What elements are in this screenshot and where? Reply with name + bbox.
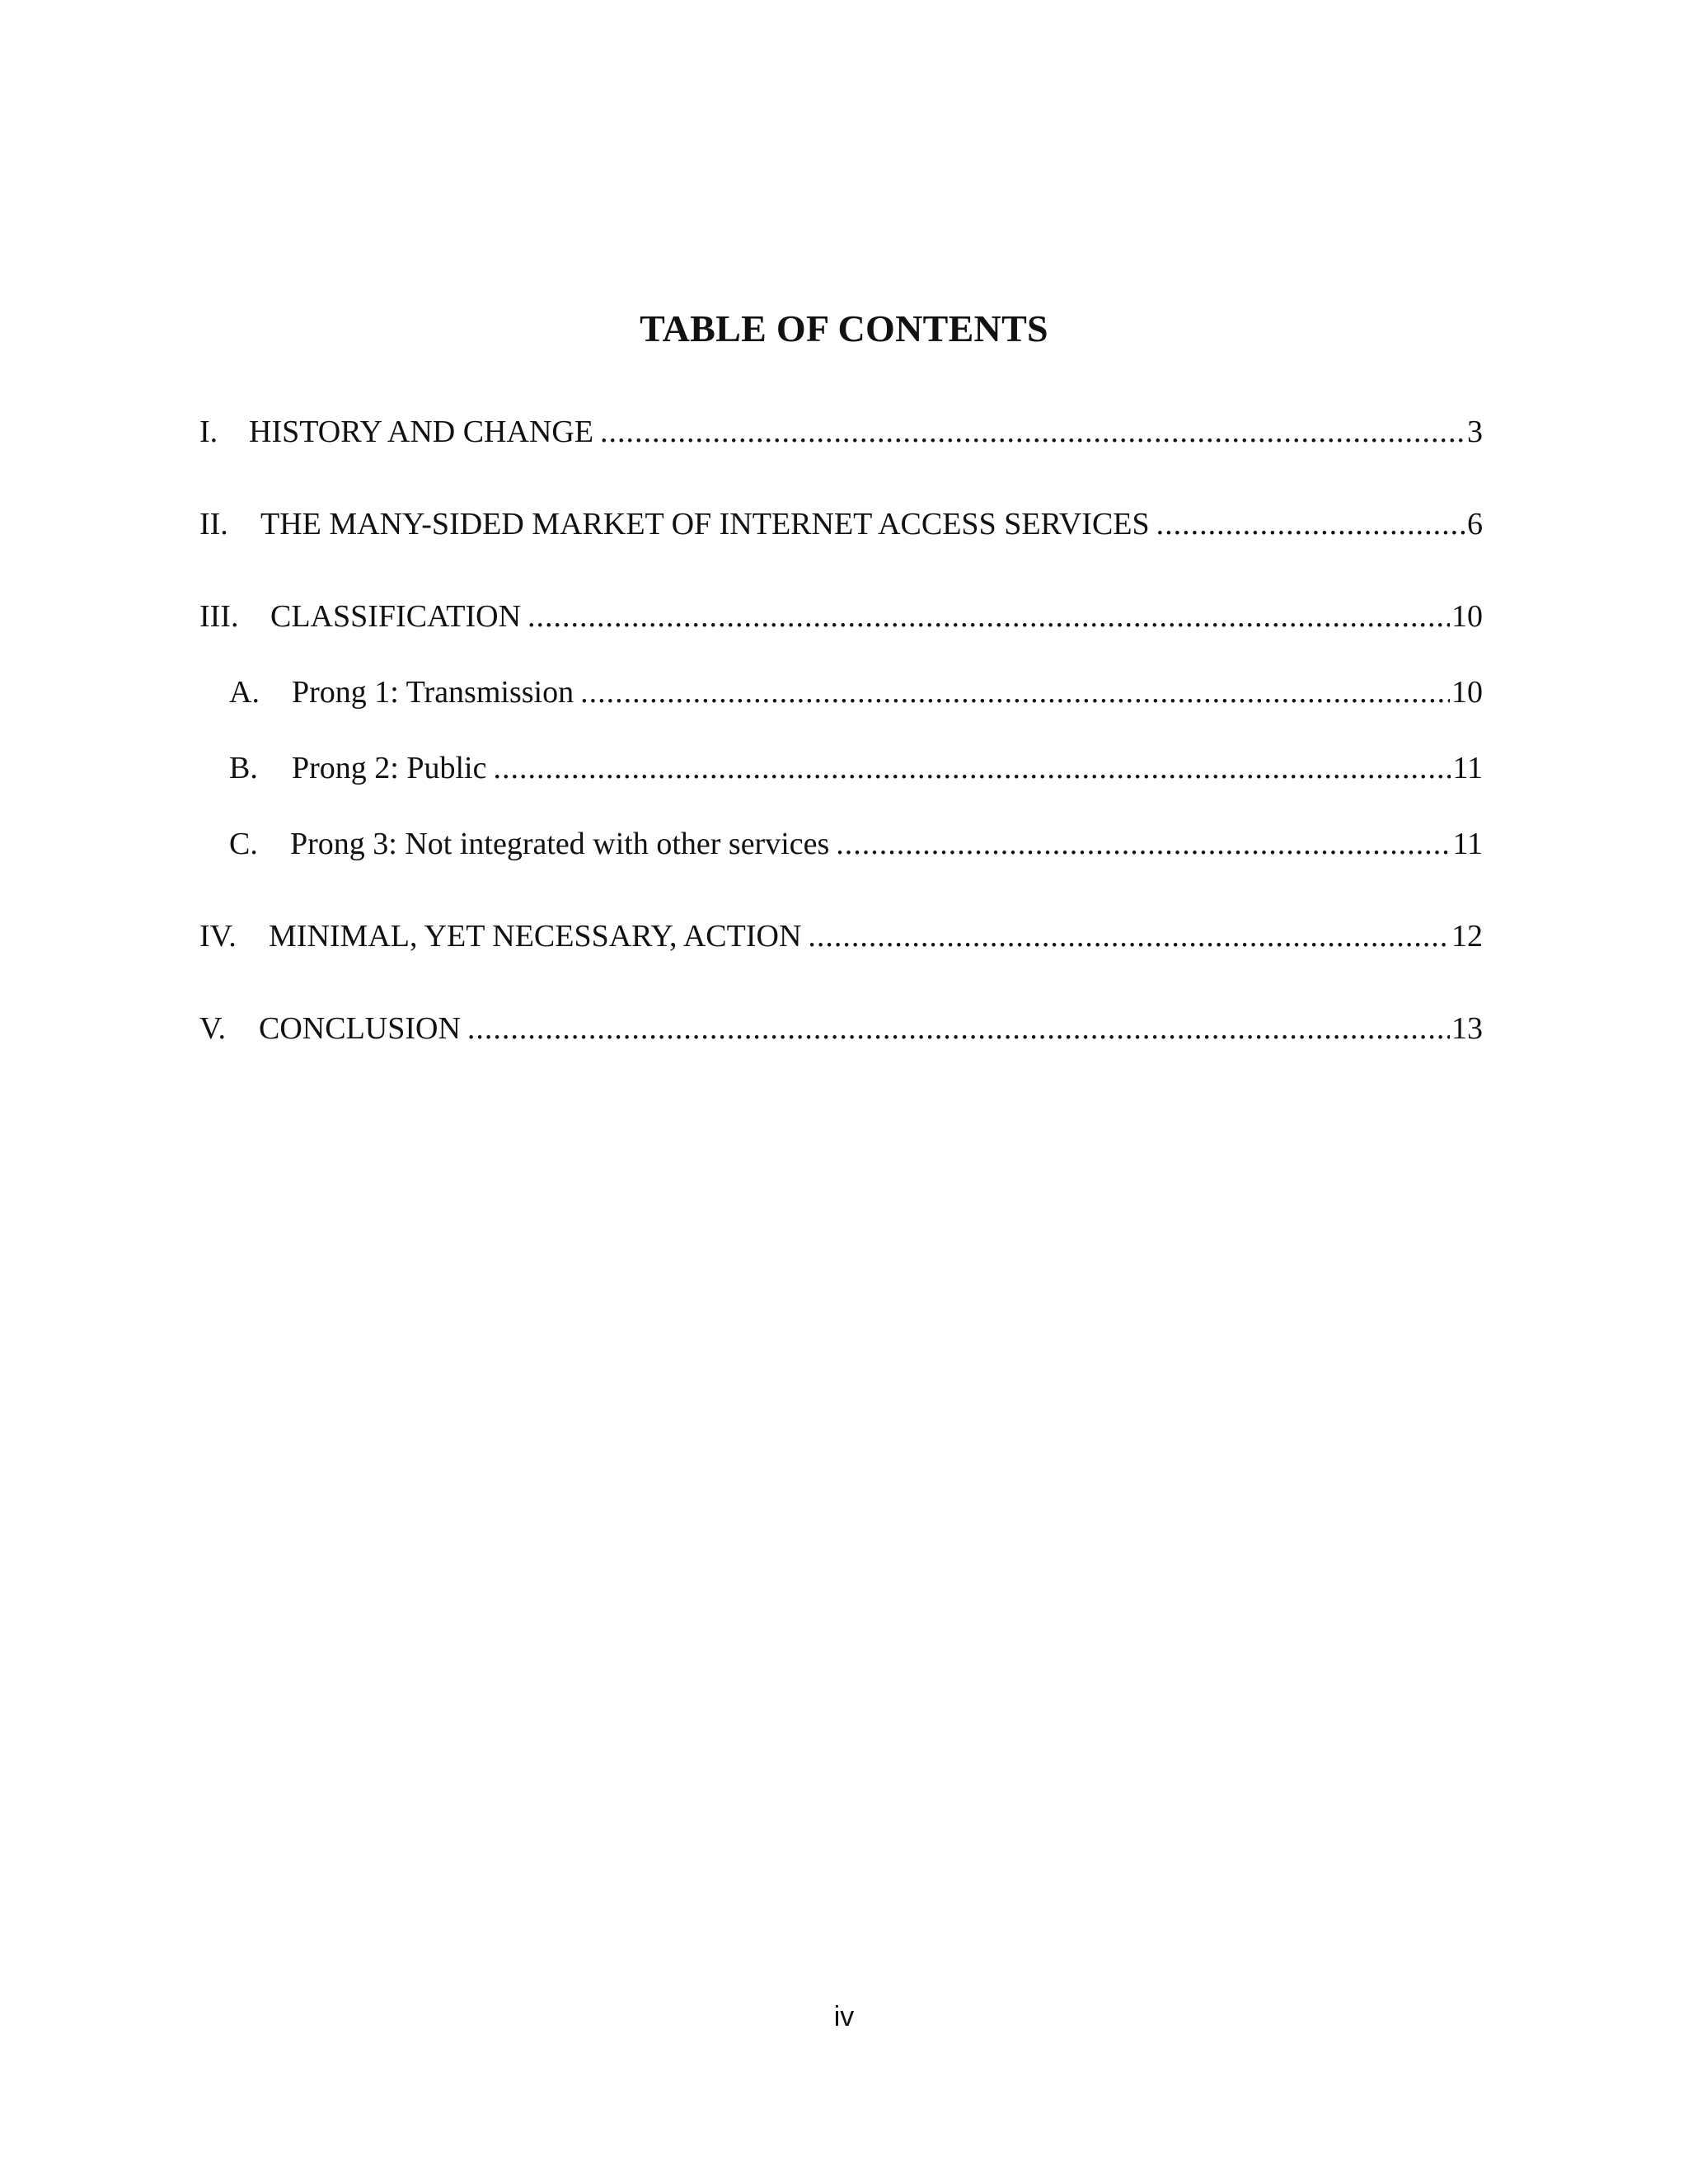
dot-leader: [580, 673, 1450, 712]
toc-entry-number: IV.: [199, 919, 237, 954]
dot-leader: [836, 824, 1451, 864]
toc-entry-page: 10: [1451, 675, 1483, 710]
toc-entry-title: CLASSIFICATION: [270, 599, 522, 634]
toc-entry-page: 12: [1451, 919, 1483, 954]
toc-entry-number: III.: [199, 599, 239, 634]
toc-entry-title: HISTORY AND CHANGE: [249, 415, 594, 449]
toc-entry-number: B.: [229, 751, 258, 785]
toc-entry-number: I.: [199, 415, 218, 449]
toc-entry-title: Prong 2: Public: [292, 751, 487, 785]
toc-subentry-a[interactable]: [229, 673, 1483, 712]
dot-leader: [493, 748, 1451, 788]
toc-entry-page: 10: [1451, 599, 1483, 634]
toc-entry-5[interactable]: [199, 1009, 1483, 1048]
toc-entry-2[interactable]: [199, 504, 1483, 544]
toc-entry-page: 11: [1452, 751, 1483, 785]
dot-leader: [1156, 504, 1465, 544]
toc-entry-1[interactable]: [199, 412, 1483, 452]
toc-entry-3[interactable]: [199, 597, 1483, 636]
dot-leader: [528, 597, 1450, 636]
toc-entry-number: V.: [199, 1011, 227, 1046]
page-title: TABLE OF CONTENTS: [640, 307, 1048, 349]
dot-leader: [467, 1009, 1450, 1048]
table-of-contents: [199, 0, 1483, 2184]
toc-entry-number: II.: [199, 507, 228, 541]
toc-entry-page: 11: [1452, 827, 1483, 861]
toc-entry-page: 13: [1451, 1011, 1483, 1046]
toc-entry-page: 6: [1467, 507, 1483, 541]
toc-entry-title: Prong 3: Not integrated with other services: [290, 827, 830, 861]
page-number: iv: [833, 2001, 855, 2032]
toc-entry-number: A.: [229, 675, 260, 710]
toc-subentry-b[interactable]: [229, 748, 1483, 788]
toc-entry-title: Prong 1: Transmission: [292, 675, 574, 710]
toc-entry-number: C.: [229, 827, 258, 861]
toc-entry-title: THE MANY-SIDED MARKET OF INTERNET ACCESS SERVICES: [260, 507, 1150, 541]
toc-entry-title: MINIMAL, YET NECESSARY, ACTION: [269, 919, 802, 954]
toc-entry-4[interactable]: [199, 916, 1483, 956]
dot-leader: [808, 916, 1450, 956]
toc-subentry-c[interactable]: [229, 824, 1483, 864]
toc-entry-page: 3: [1467, 415, 1483, 449]
toc-entry-title: CONCLUSION: [259, 1011, 461, 1046]
dot-leader: [600, 412, 1465, 452]
